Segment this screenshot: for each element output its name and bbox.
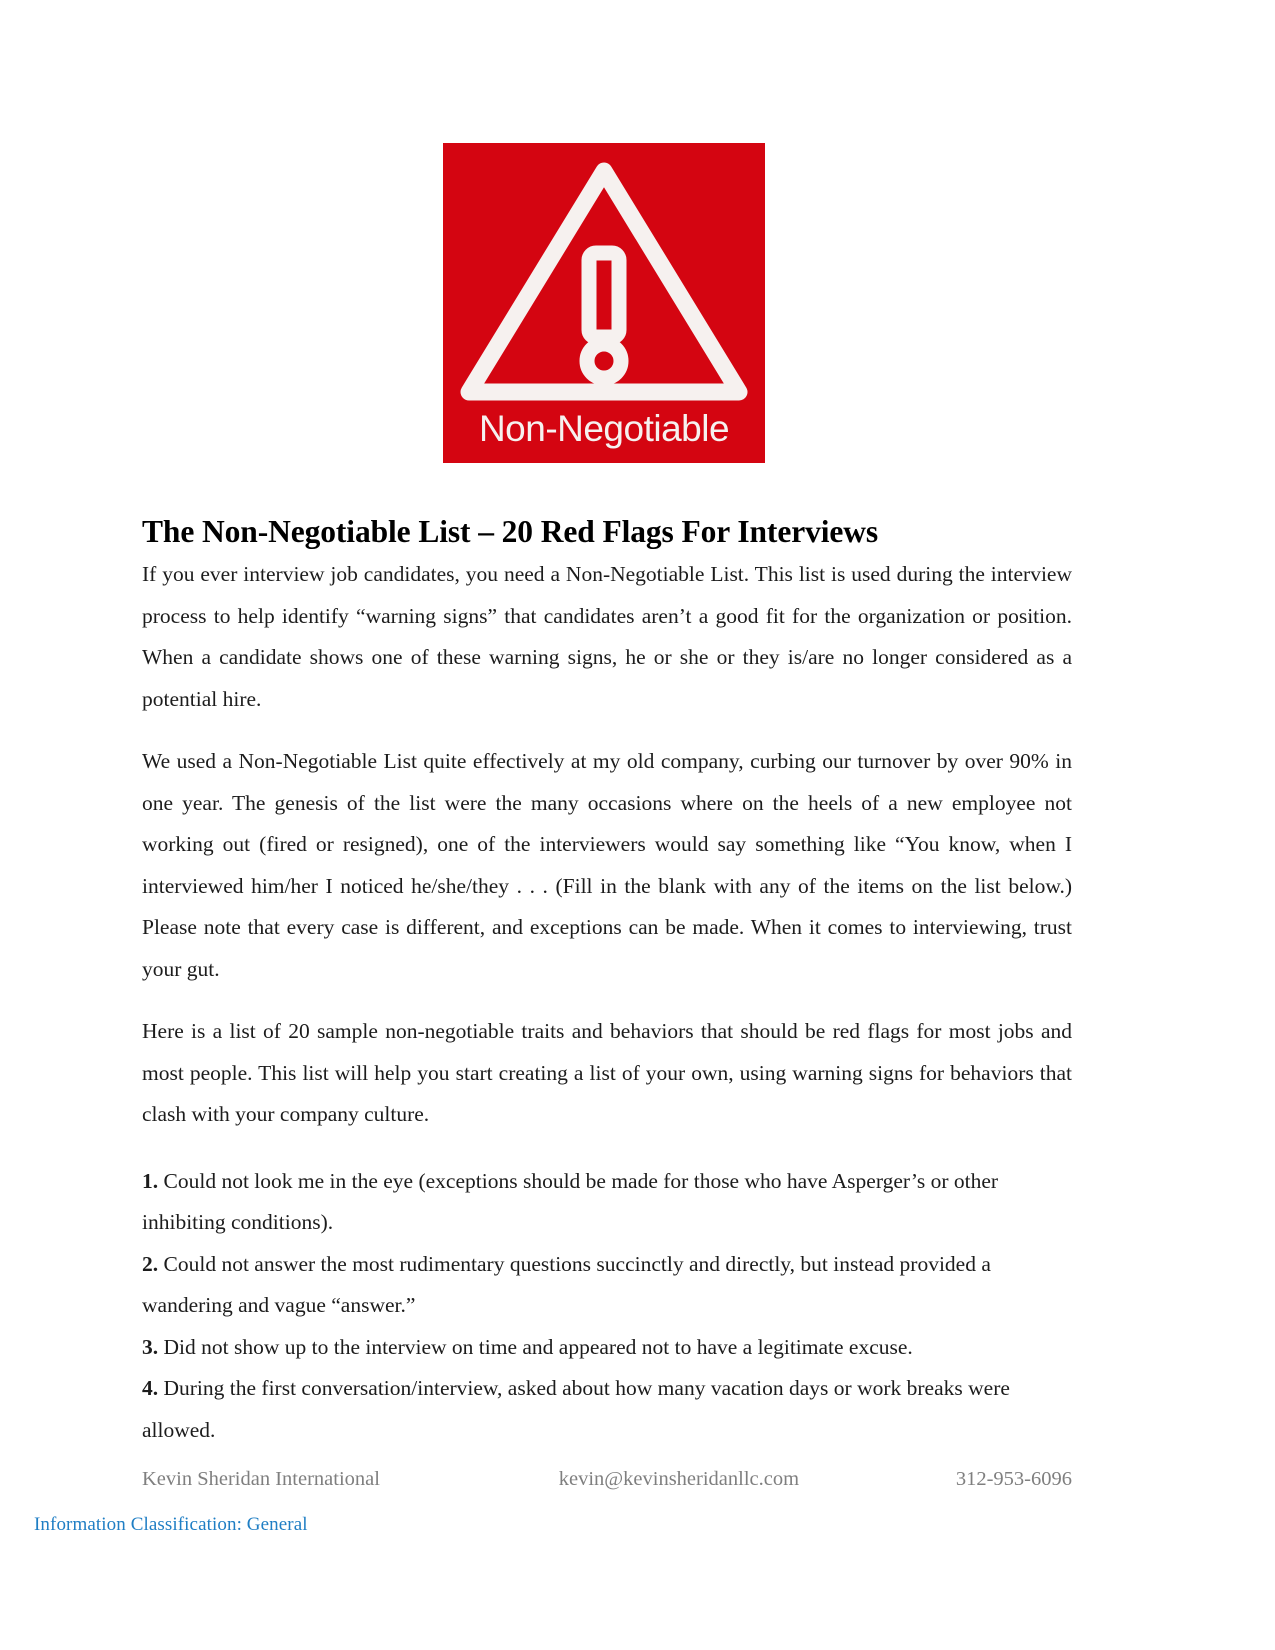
list-item	[142, 1244, 1072, 1327]
logo-caption: Non-Negotiable	[478, 408, 730, 449]
footer-email[interactable]: kevin@kevinsheridanllc.com	[558, 1468, 800, 1490]
list-item-text: During the first conversation/interview, asked about how many vacation days or work breaks were allowed.	[142, 1376, 1010, 1442]
list-item	[142, 1368, 1072, 1451]
footer-organization: Kevin Sheridan International	[142, 1468, 380, 1490]
list-item-number: 1.	[142, 1168, 159, 1193]
paragraph-3: Here is a list of 20 sample non-negotiable traits and behaviors that should be red flags for most jobs and most people. This list will help you start creating a list of your own, using warning signs for behaviors that clash with your company culture.	[142, 1019, 1072, 1126]
paragraph-1: If you ever interview job candidates, you need a Non-Negotiable List. This list is used during the interview process to help identify “warning signs” that candidates aren’t a good fit for the organization or position. When a candidate shows one of these warning signs, he or she or they is/are no longer considered as a potential hire.	[142, 562, 1072, 711]
page-footer	[142, 1467, 1072, 1492]
list-item-text: Could not look me in the eye (exceptions should be made for those who have Asperger’s or other inhibiting conditions).	[142, 1168, 999, 1234]
red-flags-list	[142, 1161, 1072, 1452]
list-item	[142, 1161, 1072, 1244]
footer-phone: 312-953-6096	[955, 1468, 1072, 1490]
paragraph-2: We used a Non-Negotiable List quite effectively at my old company, curbing our turnover by over 90% in one year. The genesis of the list were the many occasions where on the heels of a new employee not working out (fired or resigned), one of the interviewers would say something like “You know, when I interviewed him/her I noticed he/she/they . . . (Fill in the blank with any of the items on the list below.) Please note that every case is different, and exceptions can be made. When it comes to interviewing, trust your gut.	[142, 749, 1072, 981]
list-item-number: 3.	[142, 1334, 159, 1359]
list-item-text: Did not show up to the interview on time and appeared not to have a legitimate excuse.	[158, 1334, 913, 1359]
list-item-text: Could not answer the most rudimentary questions succinctly and directly, but instead provided a wandering and vague “answer.”	[142, 1251, 991, 1317]
non-negotiable-logo	[443, 143, 765, 463]
list-item-number: 4.	[142, 1376, 159, 1400]
page-title: The Non-Negotiable List – 20 Red Flags For Interviews	[142, 514, 879, 550]
list-item-number: 2.	[142, 1251, 159, 1276]
list-item	[142, 1327, 1072, 1369]
logo-red-panel	[443, 143, 765, 463]
document-body	[142, 554, 1072, 1451]
warning-triangle-exclamation-icon	[443, 149, 765, 404]
information-classification-label: Information Classification: General	[34, 1514, 308, 1535]
